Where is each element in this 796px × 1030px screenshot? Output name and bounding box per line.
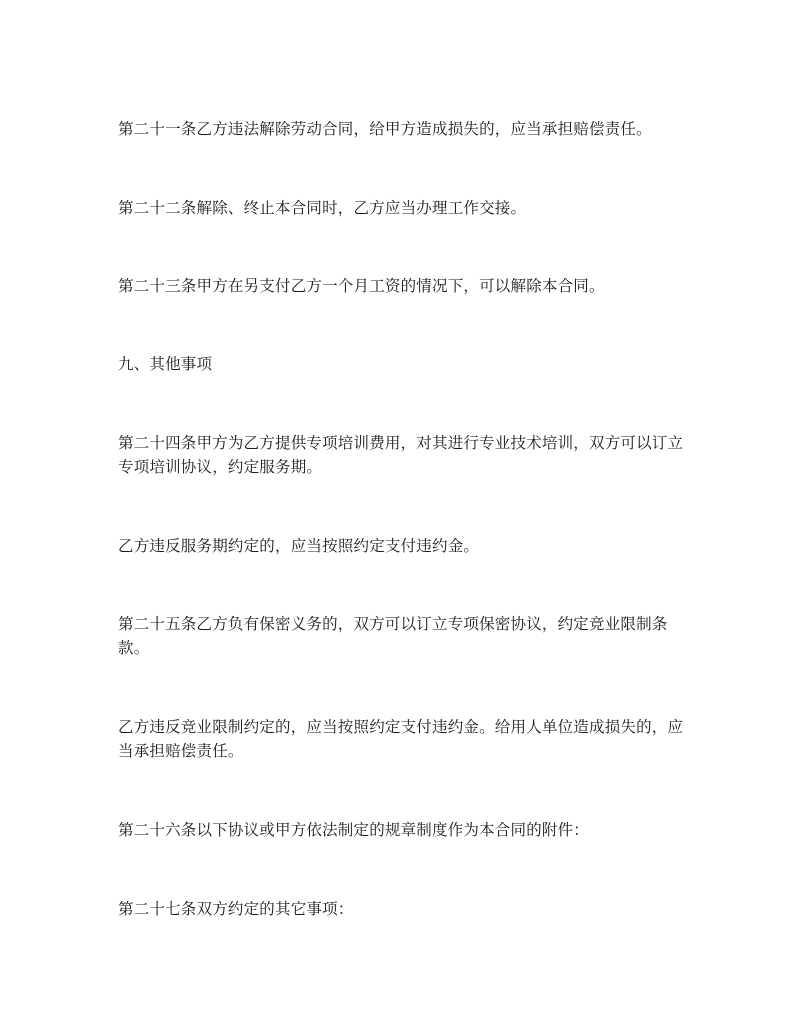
article-24-penalty: 乙方违反服务期约定的，应当按照约定支付违约金。	[118, 537, 480, 555]
article-21: 第二十一条乙方违法解除劳动合同，给甲方造成损失的，应当承担赔偿责任。	[118, 120, 652, 138]
article-26: 第二十六条以下协议或甲方依法制定的规章制度作为本合同的附件：	[118, 821, 590, 839]
section-heading-other-matters: 九、其他事项	[118, 355, 213, 373]
article-25: 第二十五条乙方负有保密义务的，双方可以订立专项保密协议，约定竞业限制条款。	[118, 615, 668, 657]
article-27: 第二十七条双方约定的其它事项：	[118, 900, 354, 918]
article-25-penalty: 乙方违反竞业限制约定的，应当按照约定支付违约金。给用人单位造成损失的，应当承担赔偿责任。	[118, 718, 684, 760]
article-23: 第二十三条甲方在另支付乙方一个月工资的情况下，可以解除本合同。	[118, 277, 605, 295]
article-24: 第二十四条甲方为乙方提供专项培训费用，对其进行专业技术培训，双方可以订立专项培训协议，约定服务期。	[118, 434, 684, 476]
article-22: 第二十二条解除、终止本合同时，乙方应当办理工作交接。	[118, 199, 527, 217]
